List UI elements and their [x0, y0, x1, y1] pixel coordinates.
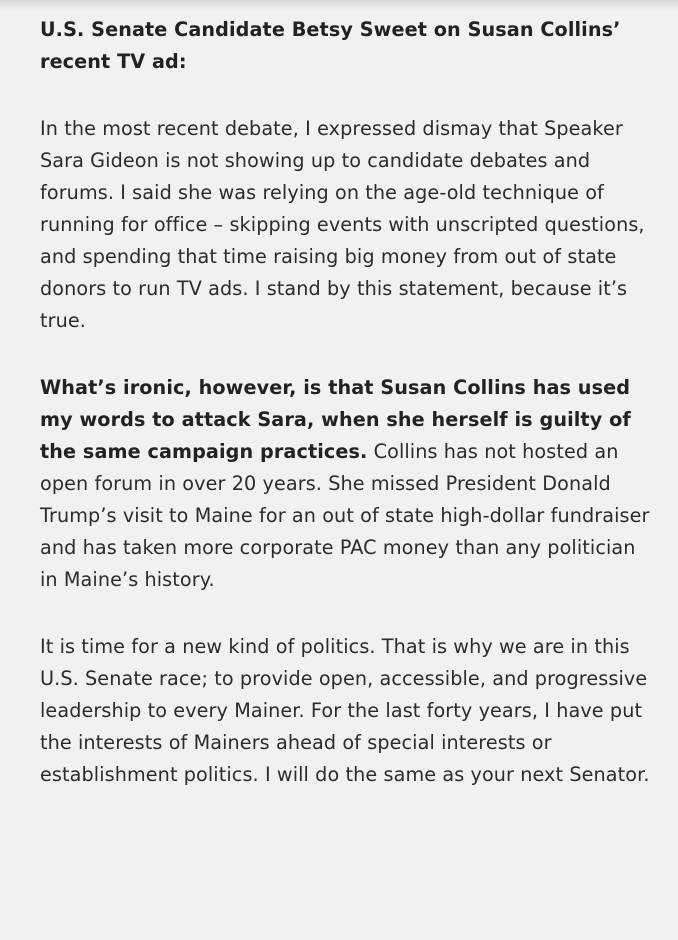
statement-document: [40, 14, 658, 791]
top-edge-shadow: [0, 0, 678, 10]
paragraph-3: It is time for a new kind of politics. That is why we are in this U.S. Senate race; to provide open, accessible, and progressive leadership to every Mainer. For the last forty years, I have put the interests of Mainers ahead of special interests or establishment politics. I will do the same as your next Senator.: [40, 635, 650, 786]
statement-headline: U.S. Senate Candidate Betsy Sweet on Susan Collins’ recent TV ad:: [40, 18, 621, 73]
paragraph-gap: [40, 78, 658, 113]
paragraph-1: In the most recent debate, I expressed dismay that Speaker Sara Gideon is not showing up to candidate debates and forums. I said she was relying on the age-old technique of running for office – skipping events with unscripted questions, and spending that time raising big money from out of state donors to run TV ads. I stand by this statement, because it’s true.: [40, 117, 645, 332]
paragraph-gap: [40, 596, 658, 631]
paragraph-gap: [40, 337, 658, 372]
paragraph-2: [40, 372, 658, 596]
paragraph-2-text: Collins has not hosted an open forum in over 20 years. She missed President Donald Trump’s visit to Maine for an out of state high-dollar fundraiser and has taken more corporate PAC money than any politician in Maine’s history.: [40, 440, 650, 591]
paragraph-2-bold-text: What’s ironic, however, is that Susan Collins has used my words to attack Sara, when she herself is guilty of the same campaign practices.: [40, 376, 631, 463]
